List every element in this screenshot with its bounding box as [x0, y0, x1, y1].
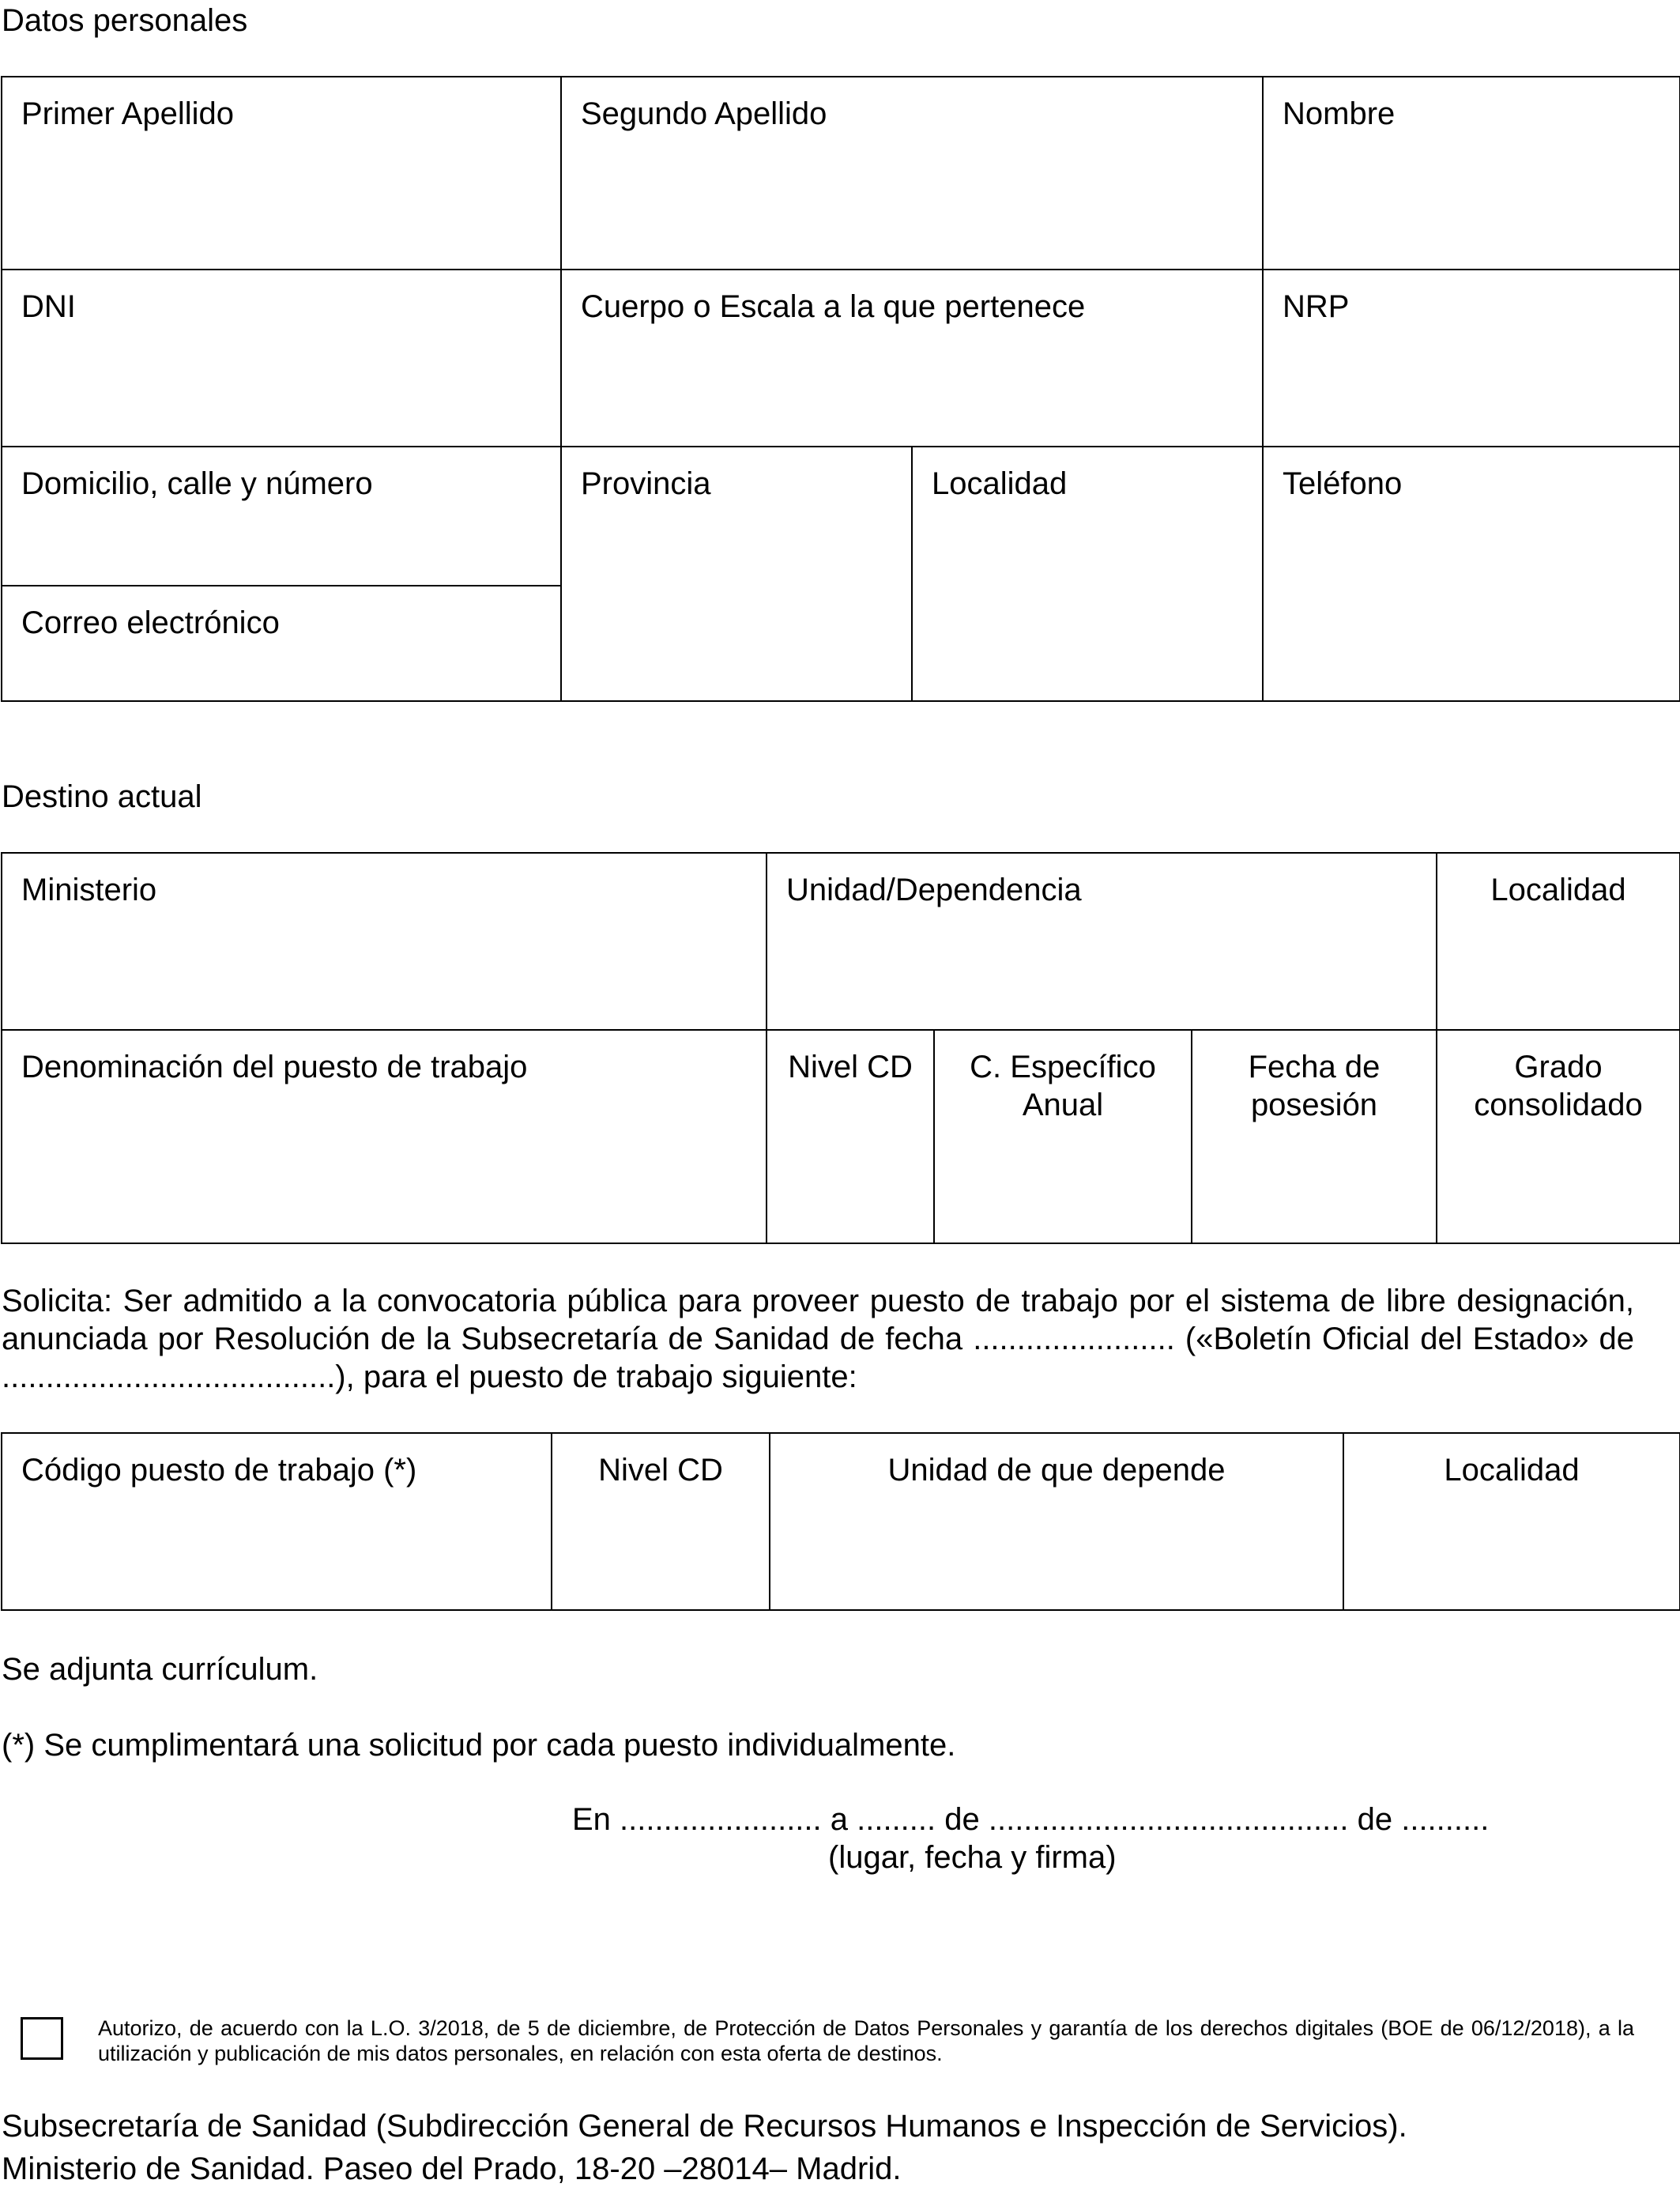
nrp-field[interactable] — [1263, 270, 1680, 447]
signature-caption: (lugar, fecha y firma) — [828, 1840, 1117, 1875]
denominacion-field[interactable] — [2, 1030, 767, 1243]
provincia-label: Provincia — [581, 466, 711, 501]
segundo-apellido-field[interactable] — [561, 77, 1263, 270]
grado-consolidado-label-2: consolidado — [1474, 1088, 1643, 1122]
unidad-dependencia-field[interactable] — [767, 853, 1437, 1030]
puesto-nivel-cd-field[interactable] — [552, 1433, 770, 1610]
cuerpo-field[interactable] — [561, 270, 1263, 447]
destino-nivel-cd-field[interactable] — [767, 1030, 934, 1243]
fecha-posesion-label-1: Fecha de — [1248, 1050, 1381, 1084]
localidad-label: Localidad — [932, 466, 1068, 501]
fecha-posesion-label-2: posesión — [1250, 1088, 1378, 1122]
unidad-dependencia-label: Unidad/Dependencia — [786, 873, 1082, 907]
nrp-label: NRP — [1283, 289, 1350, 324]
personal-data-table — [1, 76, 1680, 702]
unidad-depende-label: Unidad de que depende — [887, 1453, 1226, 1488]
nombre-field[interactable] — [1263, 77, 1680, 270]
ministerio-field[interactable] — [2, 853, 767, 1030]
destino-localidad-field[interactable] — [1437, 853, 1680, 1030]
grado-consolidado-label-1: Grado — [1514, 1050, 1603, 1084]
primer-apellido-field[interactable] — [2, 77, 561, 270]
dni-label: DNI — [21, 289, 76, 324]
cuerpo-label: Cuerpo o Escala a la que pertenece — [581, 289, 1086, 324]
puesto-localidad-label: Localidad — [1444, 1453, 1580, 1488]
telefono-field[interactable] — [1263, 447, 1680, 701]
destino-nivel-cd-label: Nivel CD — [788, 1050, 913, 1084]
nombre-label: Nombre — [1283, 96, 1396, 131]
destino-localidad-label: Localidad — [1490, 873, 1626, 907]
solicita-paragraph: Solicita: Ser admitido a la convocatoria pública para proveer puesto de trabajo por el sistema de libre designación, anunciada por Resolución de la Subsecretaría de Sanidad de fecha ....................... («Boletín Oficial del Estado» de ......................................), para el puesto de trabajo siguiente: — [2, 1284, 1634, 1394]
segundo-apellido-label: Segundo Apellido — [581, 96, 827, 131]
consent-text: Autorizo, de acuerdo con la L.O. 3/2018, de 5 de diciembre, de Protección de Datos Personales y garantía de los derechos digitales (BOE de 06/12/2018), a la utilización y publicación de mis datos personales, en relación con esta oferta de destinos. — [98, 2016, 1634, 2065]
c-especifico-label-1: C. Específico — [970, 1050, 1156, 1084]
asterisk-note: (*) Se cumplimentará una solicitud por cada puesto individualmente. — [2, 1728, 956, 1763]
footer-line-2: Ministerio de Sanidad. Paseo del Prado, 18-20 –28014– Madrid. — [2, 2151, 902, 2186]
c-especifico-field[interactable] — [934, 1030, 1192, 1243]
puesto-solicitado-table — [1, 1432, 1680, 1611]
domicilio-field[interactable] — [2, 447, 561, 586]
signature-line: En ....................... a ......... de ......................................... de .......... — [572, 1802, 1490, 1837]
footer-line-1: Subsecretaría de Sanidad (Subdirección General de Recursos Humanos e Inspección de Servicios). — [2, 2109, 1407, 2144]
puesto-nivel-cd-label: Nivel CD — [598, 1453, 723, 1488]
unidad-depende-field[interactable] — [770, 1433, 1343, 1610]
consent-checkbox[interactable] — [21, 2017, 63, 2060]
destino-actual-table — [1, 852, 1680, 1244]
dni-field[interactable] — [2, 270, 561, 447]
codigo-puesto-field[interactable] — [2, 1433, 552, 1610]
ministerio-label: Ministerio — [21, 873, 157, 907]
puesto-localidad-field[interactable] — [1343, 1433, 1680, 1610]
localidad-field[interactable] — [912, 447, 1263, 701]
section-title-datos-personales: Datos personales — [2, 3, 248, 38]
grado-consolidado-field[interactable] — [1437, 1030, 1680, 1243]
telefono-label: Teléfono — [1283, 466, 1403, 501]
fecha-posesion-field[interactable] — [1192, 1030, 1437, 1243]
codigo-puesto-label: Código puesto de trabajo (*) — [21, 1453, 417, 1488]
c-especifico-label-2: Anual — [1022, 1088, 1104, 1122]
primer-apellido-label: Primer Apellido — [21, 96, 235, 131]
denominacion-label: Denominación del puesto de trabajo — [21, 1050, 528, 1084]
curriculum-note: Se adjunta currículum. — [2, 1652, 318, 1687]
domicilio-label: Domicilio, calle y número — [21, 466, 373, 501]
correo-label: Correo electrónico — [21, 605, 280, 640]
correo-field[interactable] — [2, 586, 561, 701]
section-title-destino-actual: Destino actual — [2, 779, 202, 814]
provincia-field[interactable] — [561, 447, 912, 701]
